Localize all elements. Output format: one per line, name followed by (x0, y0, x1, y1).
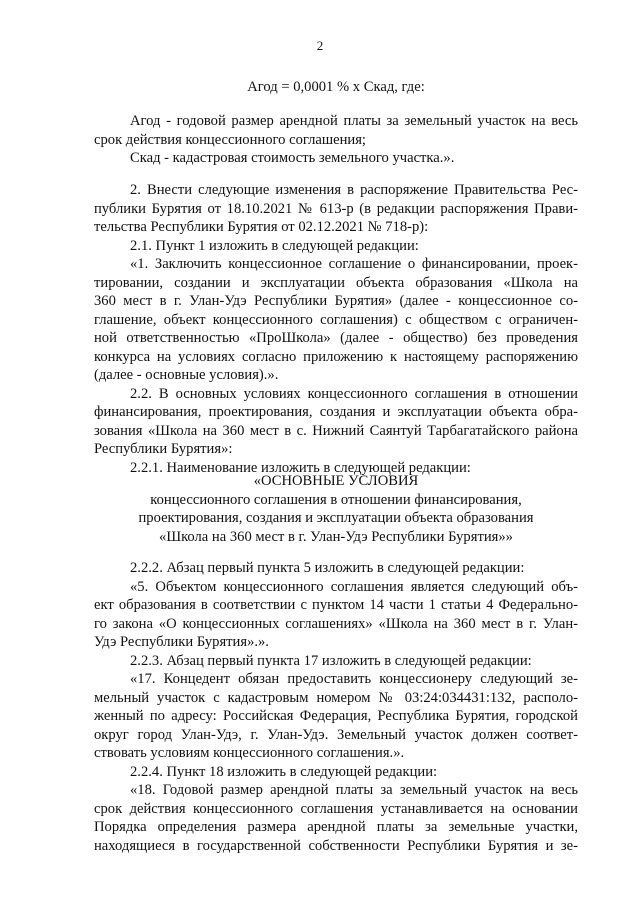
heading-line: проектирования, создания и эксплуатации объекта образования (138, 510, 534, 526)
paragraph-line: глашение, объект концессионного соглашения) с обществом с ограничен- (94, 311, 578, 328)
paragraph-line: ствовать условиям концессионного соглашения.». (94, 745, 405, 761)
heading-line: концессионного соглашения в отношении финансирования, (150, 491, 522, 508)
paragraph-line: «5. Объектом концессионного соглашения является следующий объ- (130, 578, 578, 595)
paragraph-line: финансирования, проектирования, создания и эксплуатации объекта обра- (94, 404, 578, 420)
paragraph-line: 360 мест в г. Улан-Удэ Республики Бурятия» (далее - концессионное со- (94, 293, 578, 309)
heading-title: «ОСНОВНЫЕ УСЛОВИЯ (253, 473, 419, 489)
paragraph-line: «17. Концедент обязан предоставить концессионеру следующий зе- (130, 671, 578, 687)
paragraph-line: ект образования в соответствии с пунктом 14 части 1 статьи 4 Федерально- (94, 597, 578, 613)
centered-heading (94, 472, 578, 546)
subsection-amendments (94, 559, 578, 855)
paragraph-line: тировании, создании и эксплуатации объекта образования «Школа на (94, 274, 578, 291)
paragraph-line: 2. Внести следующие изменения в распоряжение Правительства Рес- (130, 182, 578, 198)
paragraph-line: срок действия концессионного соглашения устанавливается на основании (94, 800, 578, 817)
paragraph-line: находящиеся в государственной собственности Республики Бурятия и зе- (94, 837, 578, 854)
paragraph-line: Порядка определения размера арендной платы за земельные участки, (94, 819, 578, 835)
formula-definitions (94, 112, 578, 168)
formula-line: Агод = 0,0001 % х Скад, где: (247, 79, 425, 95)
paragraph-line: ной ответственностью «ПроШкола» (далее - общество) без проведения (94, 330, 578, 346)
paragraph-line: (далее - основные условия).». (94, 367, 279, 383)
paragraph-line: срок действия концессионного соглашения; (94, 131, 366, 148)
paragraph-line: конкурса на условиях согласно приложению к настоящему распоряжению (94, 348, 578, 365)
paragraph-line: го закона «О концессионных соглашениях» «Школа на 360 мест в г. Улан- (94, 615, 578, 632)
amendments-section (94, 181, 578, 477)
paragraph-line: публики Бурятия от 18.10.2021 № 613-р (в редакции распоряжения Прави- (94, 200, 578, 217)
heading-line: «Школа на 360 мест в г. Улан-Удэ Республики Бурятия»» (159, 528, 513, 545)
paragraph-line: женный по адресу: Российская Федерация, Республика Бурятия, городской (94, 708, 578, 724)
paragraph-line: 2.2.1. Наименование изложить в следующей редакции: (130, 459, 471, 476)
paragraph-line: Агод - годовой размер арендной платы за земельный участок на весь (130, 113, 578, 129)
paragraph-line: 2.1. Пункт 1 изложить в следующей редакции: (130, 237, 419, 254)
paragraph-line: 2.2.2. Абзац первый пункта 5 изложить в следующей редакции: (130, 560, 525, 576)
paragraph-line: округ город Улан-Удэ, г. Улан-Удэ. Земельный участок должен соответ- (94, 726, 578, 743)
paragraph-line: Скад - кадастровая стоимость земельного участка.». (130, 150, 455, 166)
paragraph-line: 2.2.4. Пункт 18 изложить в следующей редакции: (130, 763, 438, 780)
paragraph-line: зования «Школа на 360 мест в с. Нижний Саянтуй Тарбагатайского района (94, 422, 578, 439)
page-number: 2 (316, 38, 324, 53)
paragraph-line: тельства Республики Бурятия от 02.12.2021 № 718-р): (94, 219, 429, 235)
paragraph-line: «1. Заключить концессионное соглашение о финансировании, проек- (130, 256, 578, 272)
paragraph-line: Республики Бурятия»: (94, 441, 233, 457)
paragraph-line: «18. Годовой размер арендной платы за земельный участок на весь (130, 782, 578, 798)
paragraph-line: 2.2.3. Абзац первый пункта 17 изложить в следующей редакции: (130, 652, 532, 669)
paragraph-line: мельный участок с кадастровым номером № 03:24:034431:132, располо- (94, 689, 578, 706)
paragraph-line: Удэ Республики Бурятия».». (94, 634, 269, 650)
paragraph-line: 2.2. В основных условиях концессионного соглашения в отношении (130, 385, 578, 402)
